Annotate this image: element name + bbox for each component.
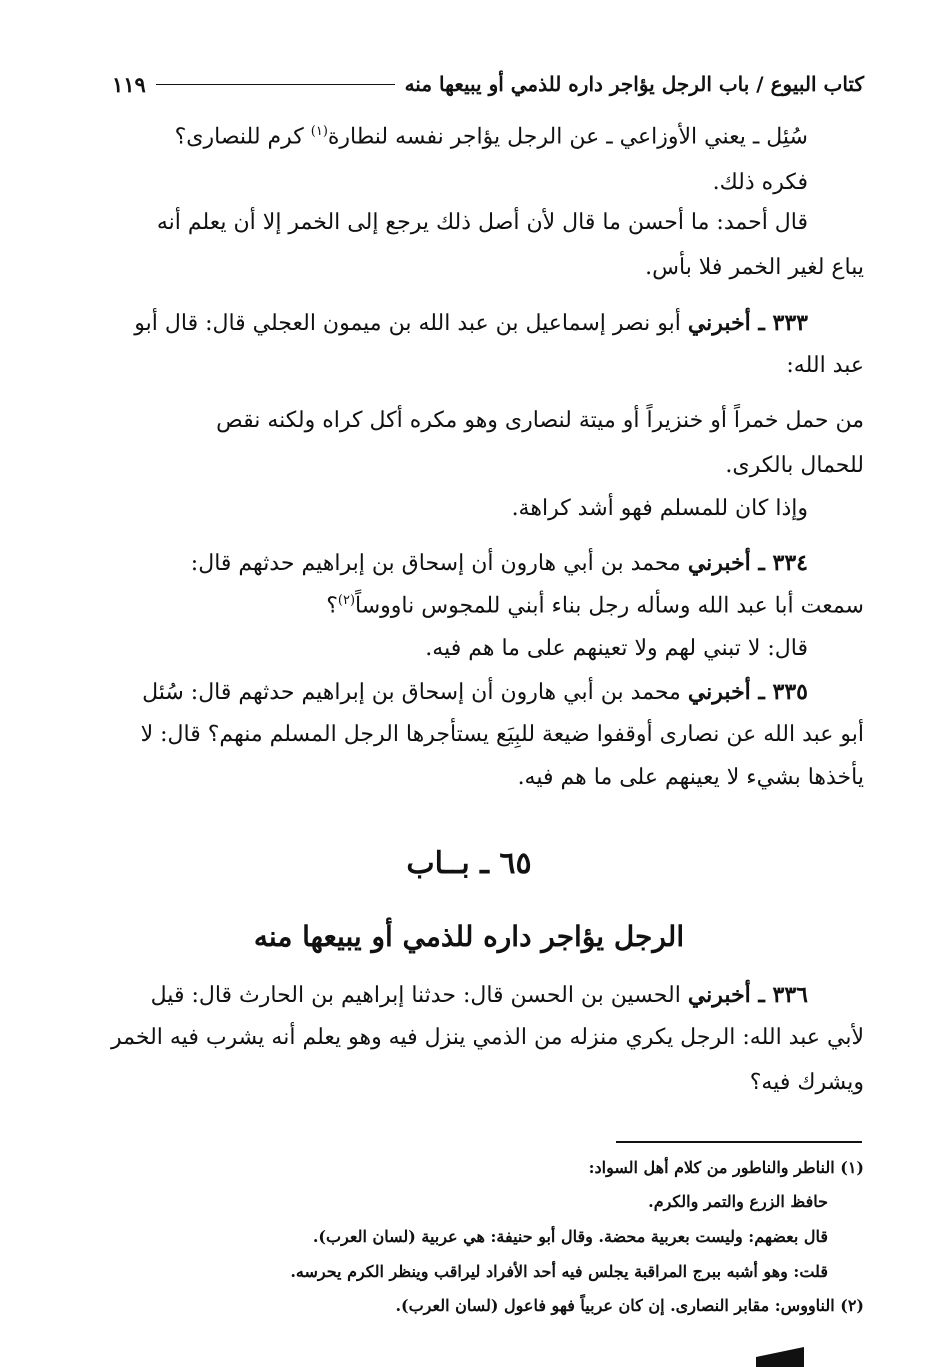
text-span: ؟ (326, 593, 338, 619)
text-span: محمد بن أبي هارون أن إسحاق بن إبراهيم حدثهم قال: سُئل (142, 680, 688, 705)
text-line: وإذا كان للمسلم فهو أشد كراهة. (511, 496, 808, 521)
footnote-separator (616, 1141, 862, 1143)
text-line: فكره ذلك. (712, 170, 808, 195)
footnote-line: حافظ الزرع والتمر والكرم. (648, 1192, 828, 1211)
footnote-line: (١) الناطر والناطور من كلام أهل السواد: (588, 1158, 864, 1177)
text-span: محمد بن أبي هارون أن إسحاق بن إبراهيم حدثهم قال: (190, 551, 688, 576)
hadith-number: ٣٣٦ ـ أخبرني (687, 982, 808, 1008)
text-line: عبد الله: (786, 353, 864, 378)
footnote-line: قلت: وهو أشبه ببرج المراقبة يجلس فيه أحد الأفراد ليراقب وينظر الكرم يحرسه. (290, 1262, 828, 1281)
text-line: للحمال بالكرى. (725, 453, 864, 478)
text-line (70, 124, 808, 151)
text-line: ويشرك فيه؟ (749, 1070, 864, 1095)
text-span: سُئِل ـ يعني الأوزاعي ـ عن الرجل يؤاجر نفسه لنطارة (327, 124, 808, 150)
footnote-ref: (١) (310, 124, 328, 139)
text-line: قال: لا تبني لهم ولا تعينهم على ما هم فيه. (425, 636, 808, 661)
text-span: كرم للنصارى؟ (174, 124, 311, 150)
text-line (70, 982, 808, 1009)
footnote-ref: (٢) (337, 593, 356, 608)
footnote-line: قال بعضهم: وليست بعربية محضة. وقال أبو حنيفة: هي عربية (لسان العرب). (312, 1227, 828, 1246)
hadith-number: ٣٣٤ ـ أخبرني (687, 550, 808, 576)
hadith-number: ٣٣٣ ـ أخبرني (687, 310, 808, 336)
footnote-line: (٢) الناووس: مقابر النصارى. إن كان عربياً فهو فاعول (لسان العرب). (395, 1296, 864, 1315)
text-line (70, 593, 864, 620)
header-title: كتاب البيوع / باب الرجل يؤاجر داره للذمي أو يبيعها منه (404, 72, 864, 96)
text-line (70, 550, 808, 577)
text-line (70, 310, 808, 337)
header-rule (156, 84, 395, 85)
text-span: أبو نصر إسماعيل بن عبد الله بن ميمون العجلي قال: قال أبو (134, 311, 688, 336)
running-header (112, 64, 864, 104)
hadith-number: ٣٣٥ ـ أخبرني (687, 679, 808, 705)
text-line: أبو عبد الله عن نصارى أوقفوا ضيعة للبِيَع يستأجرها الرجل المسلم منهم؟ قال: لا (140, 722, 864, 747)
chapter-title: الرجل يؤاجر داره للذمي أو يبيعها منه (253, 920, 685, 953)
text-line (70, 679, 808, 706)
text-span: سمعت أبا عبد الله وسأله رجل بناء أبني للمجوس ناووساً (355, 593, 864, 619)
text-line: من حمل خمراً أو خنزيراً أو ميتة لنصارى وهو مكره أكل كراه ولكنه نقص (216, 408, 864, 433)
text-line: يباع لغير الخمر فلا بأس. (645, 255, 864, 280)
text-line: قال أحمد: ما أحسن ما قال لأن أصل ذلك يرجع إلى الخمر إلا أن يعلم أنه (156, 210, 808, 235)
text-line: لأبي عبد الله: الرجل يكري منزله من الذمي ينزل فيه وهو يعلم أنه يشرب فيه الخمر (111, 1025, 864, 1050)
text-span: الحسين بن الحسن قال: حدثنا إبراهيم بن الحارث قال: قيل (150, 983, 688, 1008)
page-number: ١١٩ (112, 71, 146, 97)
text-line: يأخذها بشيء لا يعينهم على ما هم فيه. (517, 765, 864, 790)
page-corner-mark (756, 1347, 804, 1367)
chapter-number: ٦٥ ـ بــاب (406, 846, 532, 881)
